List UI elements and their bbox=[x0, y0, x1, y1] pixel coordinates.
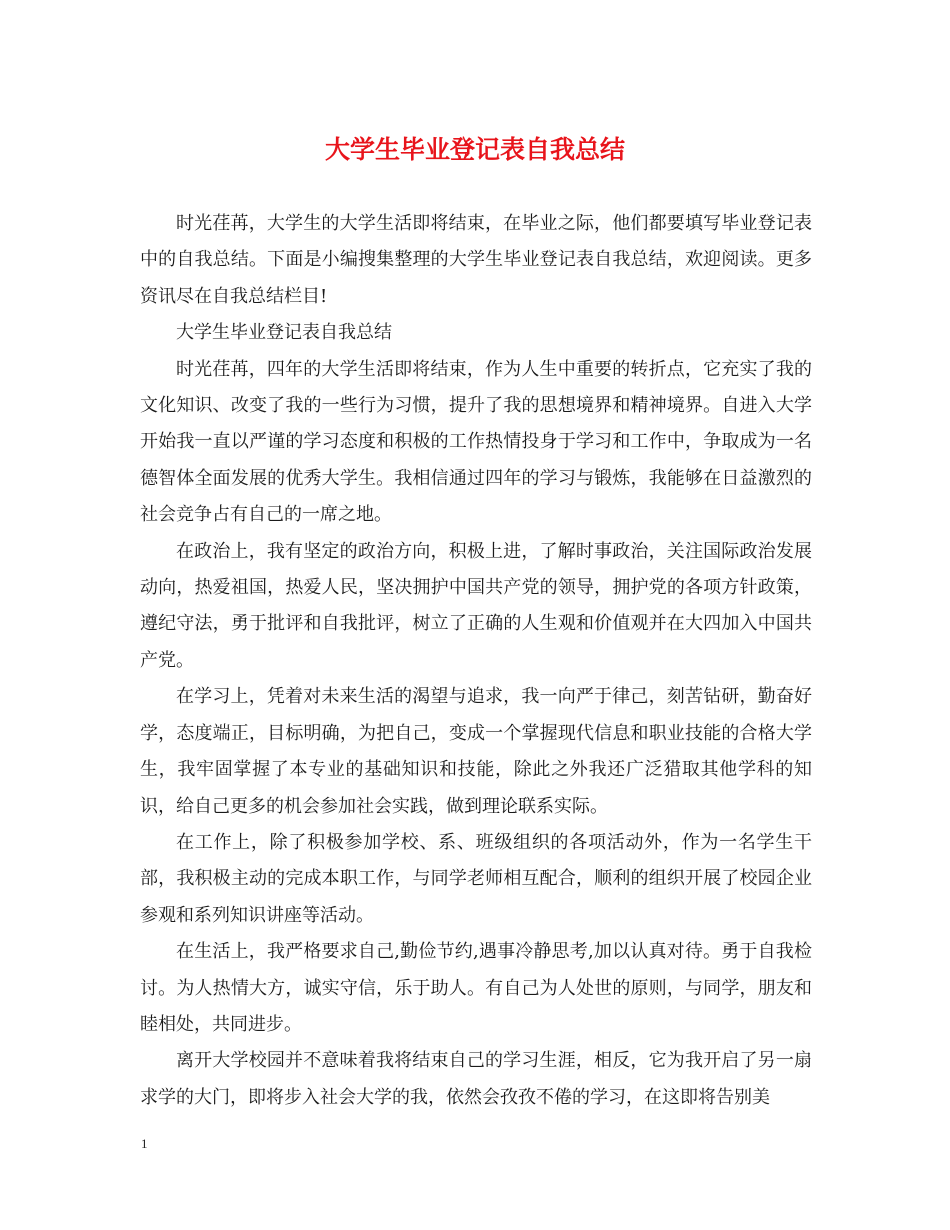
paragraph-study: 在学习上，凭着对未来生活的渴望与追求，我一向严于律己，刻苦钻研，勤奋好学，态度端正，目标明确，为把自己，变成一个掌握现代信息和职业技能的合格大学生，我牢固掌握了本专业的基础知识和技能，除此之外我还广泛猎取其他学科的知识，给自己更多的机会参加社会实践，做到理论联系实际。 bbox=[140, 686, 812, 817]
paragraph-work: 在工作上，除了积极参加学校、系、班级组织的各项活动外，作为一名学生干部，我积极主动的完成本职工作，与同学老师相互配合，顺利的组织开展了校园企业参观和系列知识讲座等活动。 bbox=[140, 831, 812, 926]
paragraph-intro: 时光荏苒，大学生的大学生活即将结束，在毕业之际，他们都要填写毕业登记表中的自我总结。下面是小编搜集整理的大学生毕业登记表自我总结，欢迎阅读。更多资讯尽在自我总结栏目! bbox=[140, 213, 812, 307]
paragraph-subtitle: 大学生毕业登记表自我总结 bbox=[176, 322, 392, 344]
document-title: 大学生毕业登记表自我总结 bbox=[324, 135, 625, 164]
paragraph-life: 在生活上，我严格要求自己,勤俭节约,遇事冷静思考,加以认真对待。勇于自我检讨。为人热情大方，诚实守信，乐于助人。有自己为人处世的原则，与同学，朋友和睦相处，共同进步。 bbox=[140, 941, 812, 1035]
paragraph-overview: 时光荏苒，四年的大学生活即将结束，作为人生中重要的转折点，它充实了我的文化知识、改变了我的一些行为习惯，提升了我的思想境界和精神境界。自进入大学开始我一直以严谨的学习态度和积极的工作热情投身于学习和工作中，争取成为一名德智体全面发展的优秀大学生。我相信通过四年的学习与锻炼，我能够在日益激烈的社会竞争占有自己的一席之地。 bbox=[140, 358, 812, 526]
document-body bbox=[140, 206, 812, 1116]
paragraph-future: 离开大学校园并不意味着我将结束自己的学习生涯，相反，它为我开启了另一扇求学的大门，即将步入社会大学的我，依然会孜孜不倦的学习，在这即将告别美 bbox=[140, 1050, 812, 1108]
paragraph-politics: 在政治上，我有坚定的政治方向，积极上进，了解时事政治，关注国际政治发展动向，热爱祖国，热爱人民，坚决拥护中国共产党的领导，拥护党的各项方针政策，遵纪守法，勇于批评和自我批评，树立了正确的人生观和价值观并在大四加入中国共产党。 bbox=[140, 540, 812, 671]
page-number: 1 bbox=[141, 1136, 148, 1151]
